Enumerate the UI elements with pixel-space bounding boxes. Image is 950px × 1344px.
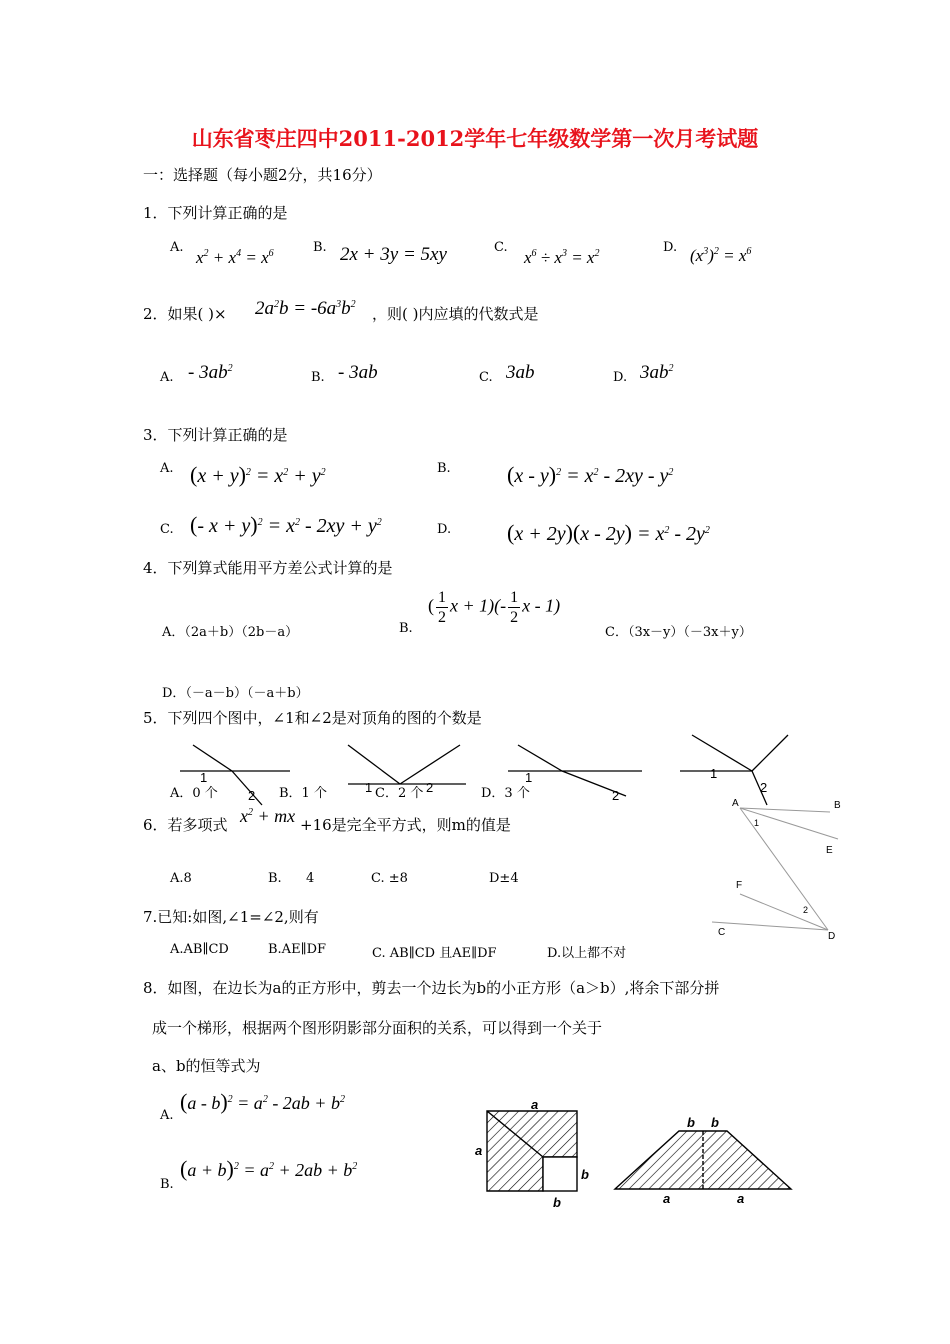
q8-label-square-top-a: a [531, 1097, 539, 1112]
q8-label-trap-bottom-a2: a [737, 1191, 745, 1206]
q6-option-b-value: 4 [306, 871, 315, 886]
q2-option-b-expr: - 3ab [338, 362, 378, 383]
q1-option-b-expr: 2x + 3y = 5xy [340, 244, 447, 265]
q8-label-cut-bottom-b: b [553, 1195, 561, 1210]
q5-fig1-line [193, 745, 232, 771]
q8-option-a-expr: $(a - b)^2 = a^2 - 2ab + b^2$ [180, 1089, 345, 1114]
q2-option-d-expr: $3ab^2$ [640, 362, 674, 383]
q5-fig4-line [692, 735, 752, 771]
q5-fig2-angle-2: 2 [426, 780, 434, 795]
q3-option-d-expr: $(x + 2y)(x - 2y) = x^2 - 2y^2$ [507, 520, 710, 545]
q5-option-b: B．1 个 [279, 786, 327, 801]
q7-option-a: A.AB∥CD [170, 942, 229, 957]
q5-fig2-line [400, 745, 460, 784]
q2-option-c-label: C. [479, 370, 493, 385]
q7-label-e: E [826, 845, 833, 856]
q4-option-b-label: B. [399, 621, 413, 636]
q7-angle-2: 2 [803, 905, 809, 915]
q8-square-trapezoid-figure [465, 1097, 805, 1215]
q5-stem: 5．下列四个图中，∠1和∠2是对顶角的图的个数是 [143, 709, 482, 727]
q5-fig1-angle-1: 1 [200, 770, 208, 785]
q6-option-a: A.8 [170, 871, 192, 886]
q2-stem-start: 2．如果( )× [143, 305, 227, 323]
q4-option-a: A．（2a＋b）（2b－a） [162, 625, 299, 640]
q5-fig4-line [752, 735, 788, 771]
q5-fig2-angle-1: 1 [365, 780, 373, 795]
q8-cut-square [543, 1157, 577, 1191]
q3-option-d-label: D. [437, 522, 452, 537]
q8-option-b-label: B. [160, 1177, 174, 1192]
q1-option-c-label: C. [494, 240, 508, 255]
q4-option-d: D．（－a－b）（－a＋b） [162, 686, 309, 701]
q8-label-trap-top-b1: b [687, 1115, 695, 1130]
q2-option-d-label: D. [613, 370, 628, 385]
q6-option-d: D±4 [489, 871, 519, 886]
q5-fig3-angle-2: 2 [612, 788, 620, 803]
q5-fig3-line [518, 745, 562, 771]
q7-parallel-figure [700, 792, 860, 952]
q8-stem-line2: 成一个梯形，根据两个图形阴影部分面积的关系，可以得到一个关于 [152, 1019, 603, 1037]
q1-option-d-expr: $(x^3)^2 = x^6$ [690, 246, 752, 265]
q5-fig4-angle-2: 2 [760, 780, 768, 795]
q4-option-c: C．（3x－y）（－3x＋y） [605, 625, 752, 640]
q2-option-a-expr: - $3ab^2$ [188, 362, 233, 383]
q7-option-d: D.以上都不对 [547, 946, 627, 961]
q1-stem: 1．下列计算正确的是 [143, 204, 288, 222]
q5-option-d: D．3 个 [481, 786, 530, 801]
q5-option-a: A．0 个 [170, 786, 218, 801]
q8-stem-line3: a、b的恒等式为 [152, 1057, 261, 1075]
q5-fig3-angle-1: 1 [525, 770, 533, 785]
q7-angle-1: 1 [754, 818, 760, 828]
q7-line-ab [740, 808, 830, 812]
q7-option-b: B.AE∥DF [268, 942, 327, 957]
q4-stem: 4．下列算式能用平方差公式计算的是 [143, 559, 393, 577]
q2-option-c-expr: 3ab [506, 362, 535, 383]
q5-option-c: C．2 个 [375, 786, 424, 801]
q6-option-c: C. ±8 [371, 871, 408, 886]
q3-stem: 3．下列计算正确的是 [143, 426, 288, 444]
q1-option-c-expr: $x^6 \div x^3 = x^2$ [524, 248, 600, 267]
q1-option-b-label: B. [313, 240, 327, 255]
q1-option-a-expr: $x^2 + x^4 = x^6$ [196, 248, 274, 267]
q3-option-c-label: C. [160, 522, 174, 537]
q7-label-c: C [718, 927, 726, 938]
q1-option-d-label: D. [663, 240, 678, 255]
q2-stem-end: ，则( )内应填的代数式是 [372, 305, 539, 323]
q5-fig4-angle-1: 1 [710, 766, 718, 781]
q7-label-d: D [828, 931, 836, 942]
q3-option-b-expr: $(x - y)^2 = x^2 - 2xy - y^2$ [507, 462, 674, 487]
q2-expression: $2a^2b = -6a^3b^2$ [255, 298, 356, 319]
q5-fig2-line [348, 745, 400, 784]
q3-option-a-expr: $(x + y)^2 = x^2 + y^2$ [190, 462, 326, 487]
q6-stem-start: 6．若多项式 [143, 816, 228, 834]
q7-stem: 7.已知:如图,∠1=∠2,则有 [143, 908, 319, 926]
q8-label-cut-side-b: b [581, 1167, 589, 1182]
q8-option-a-label: A. [160, 1108, 174, 1123]
q3-option-c-expr: (- $x + y)^2 = x^2 - 2xy + y^2$ [190, 512, 382, 537]
q8-stem-line1: 8．如图，在边长为a的正方形中，剪去一个边长为b的小正方形（a＞b）,将余下部分拼 [143, 979, 720, 997]
q8-label-trap-bottom-a1: a [663, 1191, 671, 1206]
page-title: 山东省枣庄四中2011-2012学年七年级数学第一次月考试题 [191, 126, 759, 151]
q4-option-b-expr: ( $\frac{1}{2}$ x + 1)(- $\frac{1}{2}$ x - 1) [428, 589, 561, 626]
q2-option-b-label: B. [311, 370, 325, 385]
q6-expression: $x^2$ + mx [240, 806, 296, 826]
q1-option-a-label: A. [170, 240, 184, 255]
q6-stem-end: +16是完全平方式，则m的值是 [300, 816, 511, 834]
q7-label-b: B [834, 800, 841, 811]
q7-label-f: F [736, 880, 743, 891]
q8-label-square-left-a: a [475, 1143, 483, 1158]
q6-option-b-label: B. [268, 871, 282, 886]
section-heading: 一：选择题（每小题2分，共16分） [143, 166, 382, 184]
q8-label-trap-top-b2: b [711, 1115, 719, 1130]
q3-option-b-label: B. [437, 461, 451, 476]
q2-option-a-label: A. [160, 370, 174, 385]
q7-label-a: A [732, 798, 739, 809]
q8-option-b-expr: $(a + b)^2 = a^2 + 2ab + b^2$ [180, 1156, 358, 1181]
q7-option-c: C. AB∥CD 且AE∥DF [372, 946, 497, 961]
q5-fig1-line [232, 771, 262, 805]
q5-angle-figures [170, 730, 770, 805]
q5-fig1-angle-2: 2 [248, 788, 256, 803]
q3-option-a-label: A. [160, 461, 174, 476]
